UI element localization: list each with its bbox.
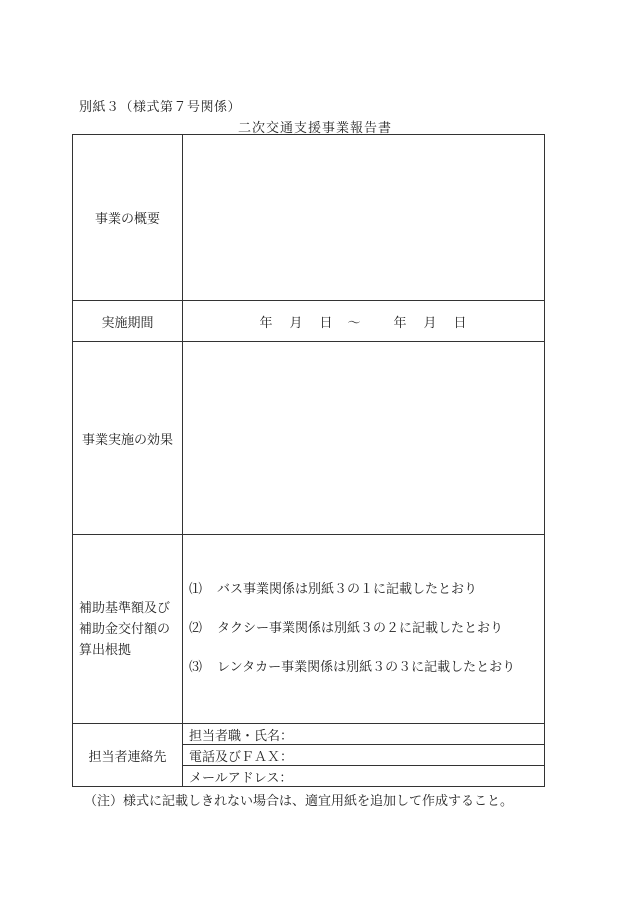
overview-row bbox=[73, 135, 545, 301]
basis-item-rental-car bbox=[189, 658, 544, 678]
footnote: （注）様式に記載しきれない場合は、適宜用紙を追加して作成すること。 bbox=[84, 794, 514, 809]
period-start-month-unit: 月 bbox=[289, 315, 304, 331]
basis-item-number: ⑴ bbox=[189, 582, 203, 597]
period-start-year-unit: 年 bbox=[259, 315, 274, 331]
effect-label: 事業実施の効果 bbox=[73, 342, 183, 535]
basis-item-text: バス事業関係は別紙３の１に記載したとおり bbox=[217, 582, 478, 597]
report-form-table bbox=[72, 134, 545, 787]
period-end-year-unit: 年 bbox=[393, 315, 408, 331]
effect-row bbox=[73, 342, 545, 535]
period-start-day-unit: 日 bbox=[319, 315, 334, 331]
overview-label: 事業の概要 bbox=[73, 135, 183, 301]
period-separator: ～ bbox=[347, 315, 362, 331]
effect-input-cell[interactable] bbox=[183, 342, 545, 535]
document-title: 二次交通支援事業報告書 bbox=[237, 121, 392, 136]
contact-name-field[interactable]: 担当者職・氏名： bbox=[183, 724, 545, 745]
period-input-cell[interactable] bbox=[183, 301, 545, 342]
overview-input-cell[interactable] bbox=[183, 135, 545, 301]
basis-content-cell bbox=[183, 535, 545, 724]
basis-row bbox=[73, 535, 545, 724]
period-row bbox=[73, 301, 545, 342]
basis-label-line: 補助基準額及び bbox=[79, 600, 171, 616]
basis-label bbox=[73, 535, 183, 724]
basis-label-line: 算出根拠 bbox=[79, 642, 132, 658]
basis-item-number: ⑶ bbox=[189, 660, 203, 675]
contact-label: 担当者連絡先 bbox=[73, 724, 183, 787]
period-end-day-unit: 日 bbox=[453, 315, 468, 331]
basis-item-text: タクシー事業関係は別紙３の２に記載したとおり bbox=[217, 621, 504, 636]
period-end-month-unit: 月 bbox=[423, 315, 438, 331]
basis-item-text: レンタカー事業関係は別紙３の３に記載したとおり bbox=[217, 660, 516, 675]
basis-item-bus bbox=[189, 580, 544, 600]
contact-email-field[interactable]: メールアドレス： bbox=[183, 766, 545, 787]
form-reference-label: 別紙３（様式第７号関係） bbox=[79, 100, 242, 115]
basis-label-line: 補助金交付額の bbox=[79, 621, 171, 637]
contact-row-name bbox=[73, 724, 545, 745]
period-label: 実施期間 bbox=[73, 301, 183, 342]
basis-item-taxi bbox=[189, 619, 544, 639]
contact-phone-fax-field[interactable]: 電話及びＦＡＸ： bbox=[183, 745, 545, 766]
basis-item-number: ⑵ bbox=[189, 621, 203, 636]
